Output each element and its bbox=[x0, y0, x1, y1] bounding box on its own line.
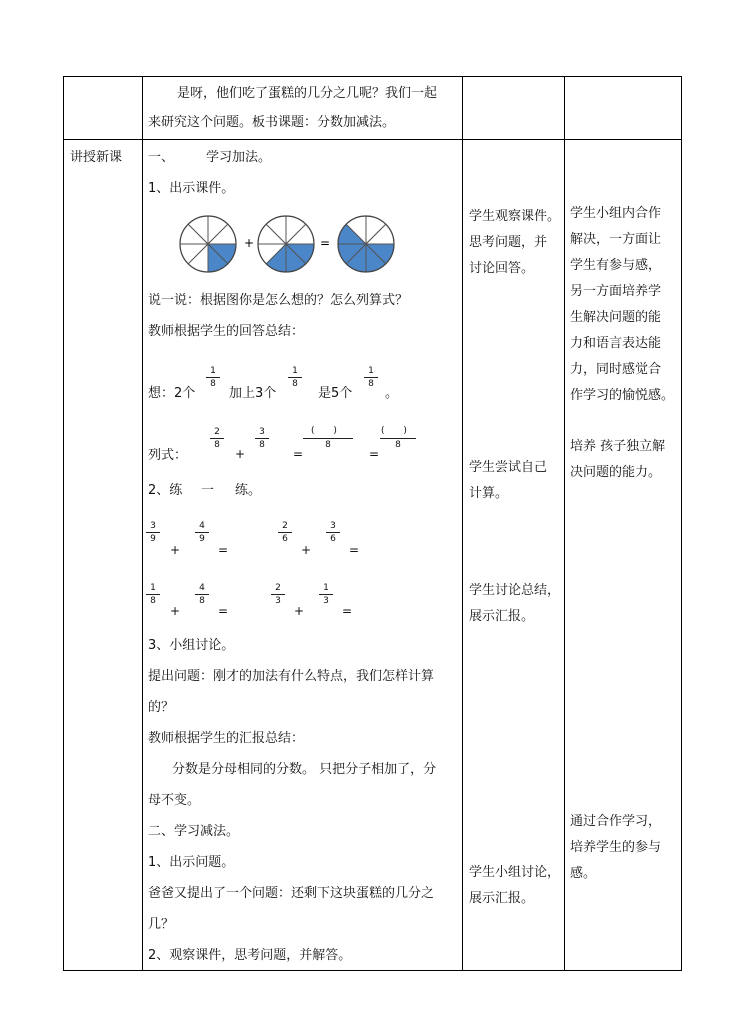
exercise-3-fraction-b: 4 8 bbox=[195, 583, 209, 606]
student-activity-c: 学生讨论总结， 展示汇报。 bbox=[469, 583, 561, 624]
question-line-2: 的？ bbox=[148, 700, 175, 715]
exercise-1-fraction-b: 4 9 bbox=[195, 521, 209, 544]
equals-sign: = bbox=[218, 543, 229, 557]
rule-line-2: 母不变。 bbox=[148, 793, 201, 808]
equals-sign: = bbox=[369, 447, 380, 461]
table-col-divider-1 bbox=[142, 76, 143, 971]
table-col-divider-3 bbox=[564, 76, 565, 971]
intro-line-2: 来研究这个问题。板书课题：分数加减法。 bbox=[148, 115, 396, 130]
summary-2: 教师根据学生的汇报总结： bbox=[148, 731, 305, 746]
equals-sign: = bbox=[218, 604, 229, 618]
think-mid-1: 加上3个 bbox=[229, 386, 277, 401]
design-intent-b: 培养 孩子独立解 决问题的能力。 bbox=[570, 439, 666, 480]
fraction-one-eighth: 1 8 bbox=[288, 366, 302, 389]
table-bottom-border bbox=[63, 970, 682, 971]
think-end: 。 bbox=[385, 386, 399, 401]
rule-line-1: 分数是分母相同的分数。 只把分子相加了，分 bbox=[172, 762, 437, 777]
pie-five-eighths bbox=[338, 216, 394, 272]
step-1: 1、出示课件。 bbox=[148, 181, 235, 196]
pie-three-eighths bbox=[258, 216, 314, 272]
table-row-divider bbox=[63, 139, 682, 140]
table-right-border bbox=[681, 76, 682, 971]
student-activity-a: 学生观察课件。 思考问题，并 讨论回答。 bbox=[469, 209, 561, 276]
problem-line-1: 爸爸又提出了一个问题：还剩下这块蛋糕的几分之 bbox=[148, 886, 435, 901]
step-3: 3、小组讨论。 bbox=[148, 638, 235, 653]
summary-1: 教师根据学生的回答总结： bbox=[148, 324, 305, 339]
fraction-one-eighth: 1 8 bbox=[364, 366, 378, 389]
formula-label: 列式： bbox=[148, 448, 188, 463]
exercise-4-fraction-a: 2 3 bbox=[271, 583, 285, 606]
step-2-b: 一 bbox=[201, 483, 215, 498]
table-top-border bbox=[63, 76, 682, 77]
plus-sign: + bbox=[301, 543, 312, 557]
heading-2: 二、学习减法。 bbox=[148, 824, 240, 839]
think-prefix: 想：2个 bbox=[148, 386, 196, 401]
exercise-2-fraction-b: 3 6 bbox=[326, 521, 340, 544]
plus-sign: + bbox=[170, 604, 181, 618]
exercise-1-fraction-a: 3 9 bbox=[146, 521, 160, 544]
fraction-one-eighth: 1 8 bbox=[206, 366, 220, 389]
diagram-equals-sign: = bbox=[319, 236, 331, 250]
design-intent-a: 学生小组内合作 解决，一方面让 学生有参与感， 另一方面培养学 生解决问题的能 力和语言表达能 力，同时感觉合 作学习的愉悦感。 bbox=[570, 206, 675, 403]
step-2-a: 2、练 bbox=[148, 483, 183, 498]
exercise-4-fraction-b: 1 3 bbox=[319, 583, 333, 606]
blank-fraction: ( ) 8 bbox=[381, 426, 415, 450]
plus-sign: + bbox=[294, 604, 305, 618]
equals-sign: = bbox=[342, 604, 353, 618]
exercise-3-fraction-a: 1 8 bbox=[146, 583, 160, 606]
step-4: 1、出示问题。 bbox=[148, 855, 235, 870]
table-col-divider-2 bbox=[462, 76, 463, 971]
ask-text: 说一说：根据图你是怎么想的？怎么列算式？ bbox=[148, 293, 409, 308]
intro-line-1: 是呀，他们吃了蛋糕的几分之几呢？我们一起 bbox=[177, 86, 438, 101]
heading-1-number: 一、 bbox=[148, 150, 175, 165]
equals-sign: = bbox=[349, 543, 360, 557]
table-left-border bbox=[63, 76, 64, 971]
problem-line-2: 几？ bbox=[148, 917, 175, 932]
step-5: 2、观察课件，思考问题，并解答。 bbox=[148, 948, 352, 963]
blank-fraction: ( ) 8 bbox=[303, 426, 353, 451]
fraction-two-eighths: 2 8 bbox=[210, 427, 224, 450]
equals-sign: = bbox=[293, 447, 304, 461]
section-label: 讲授新课 bbox=[70, 150, 123, 165]
student-activity-d: 学生小组讨论， 展示汇报。 bbox=[469, 865, 561, 906]
heading-1-text: 学习加法。 bbox=[206, 150, 272, 165]
fraction-three-eighths: 3 8 bbox=[255, 427, 269, 450]
pie-two-eighths bbox=[180, 216, 236, 272]
student-activity-b: 学生尝试自己 计算。 bbox=[469, 460, 548, 501]
diagram-plus-sign: + bbox=[243, 236, 255, 250]
fraction-pie-diagram bbox=[172, 208, 402, 280]
exercise-2-fraction-a: 2 6 bbox=[278, 521, 292, 544]
step-2-c: 练。 bbox=[235, 483, 262, 498]
design-intent-c: 通过合作学习， 培养学生的参与 感。 bbox=[570, 814, 662, 881]
think-mid-2: 是5个 bbox=[318, 386, 353, 401]
plus-sign: + bbox=[170, 543, 181, 557]
plus-sign: + bbox=[235, 447, 246, 461]
question-line-1: 提出问题：刚才的加法有什么特点，我们怎样计算 bbox=[148, 669, 435, 684]
